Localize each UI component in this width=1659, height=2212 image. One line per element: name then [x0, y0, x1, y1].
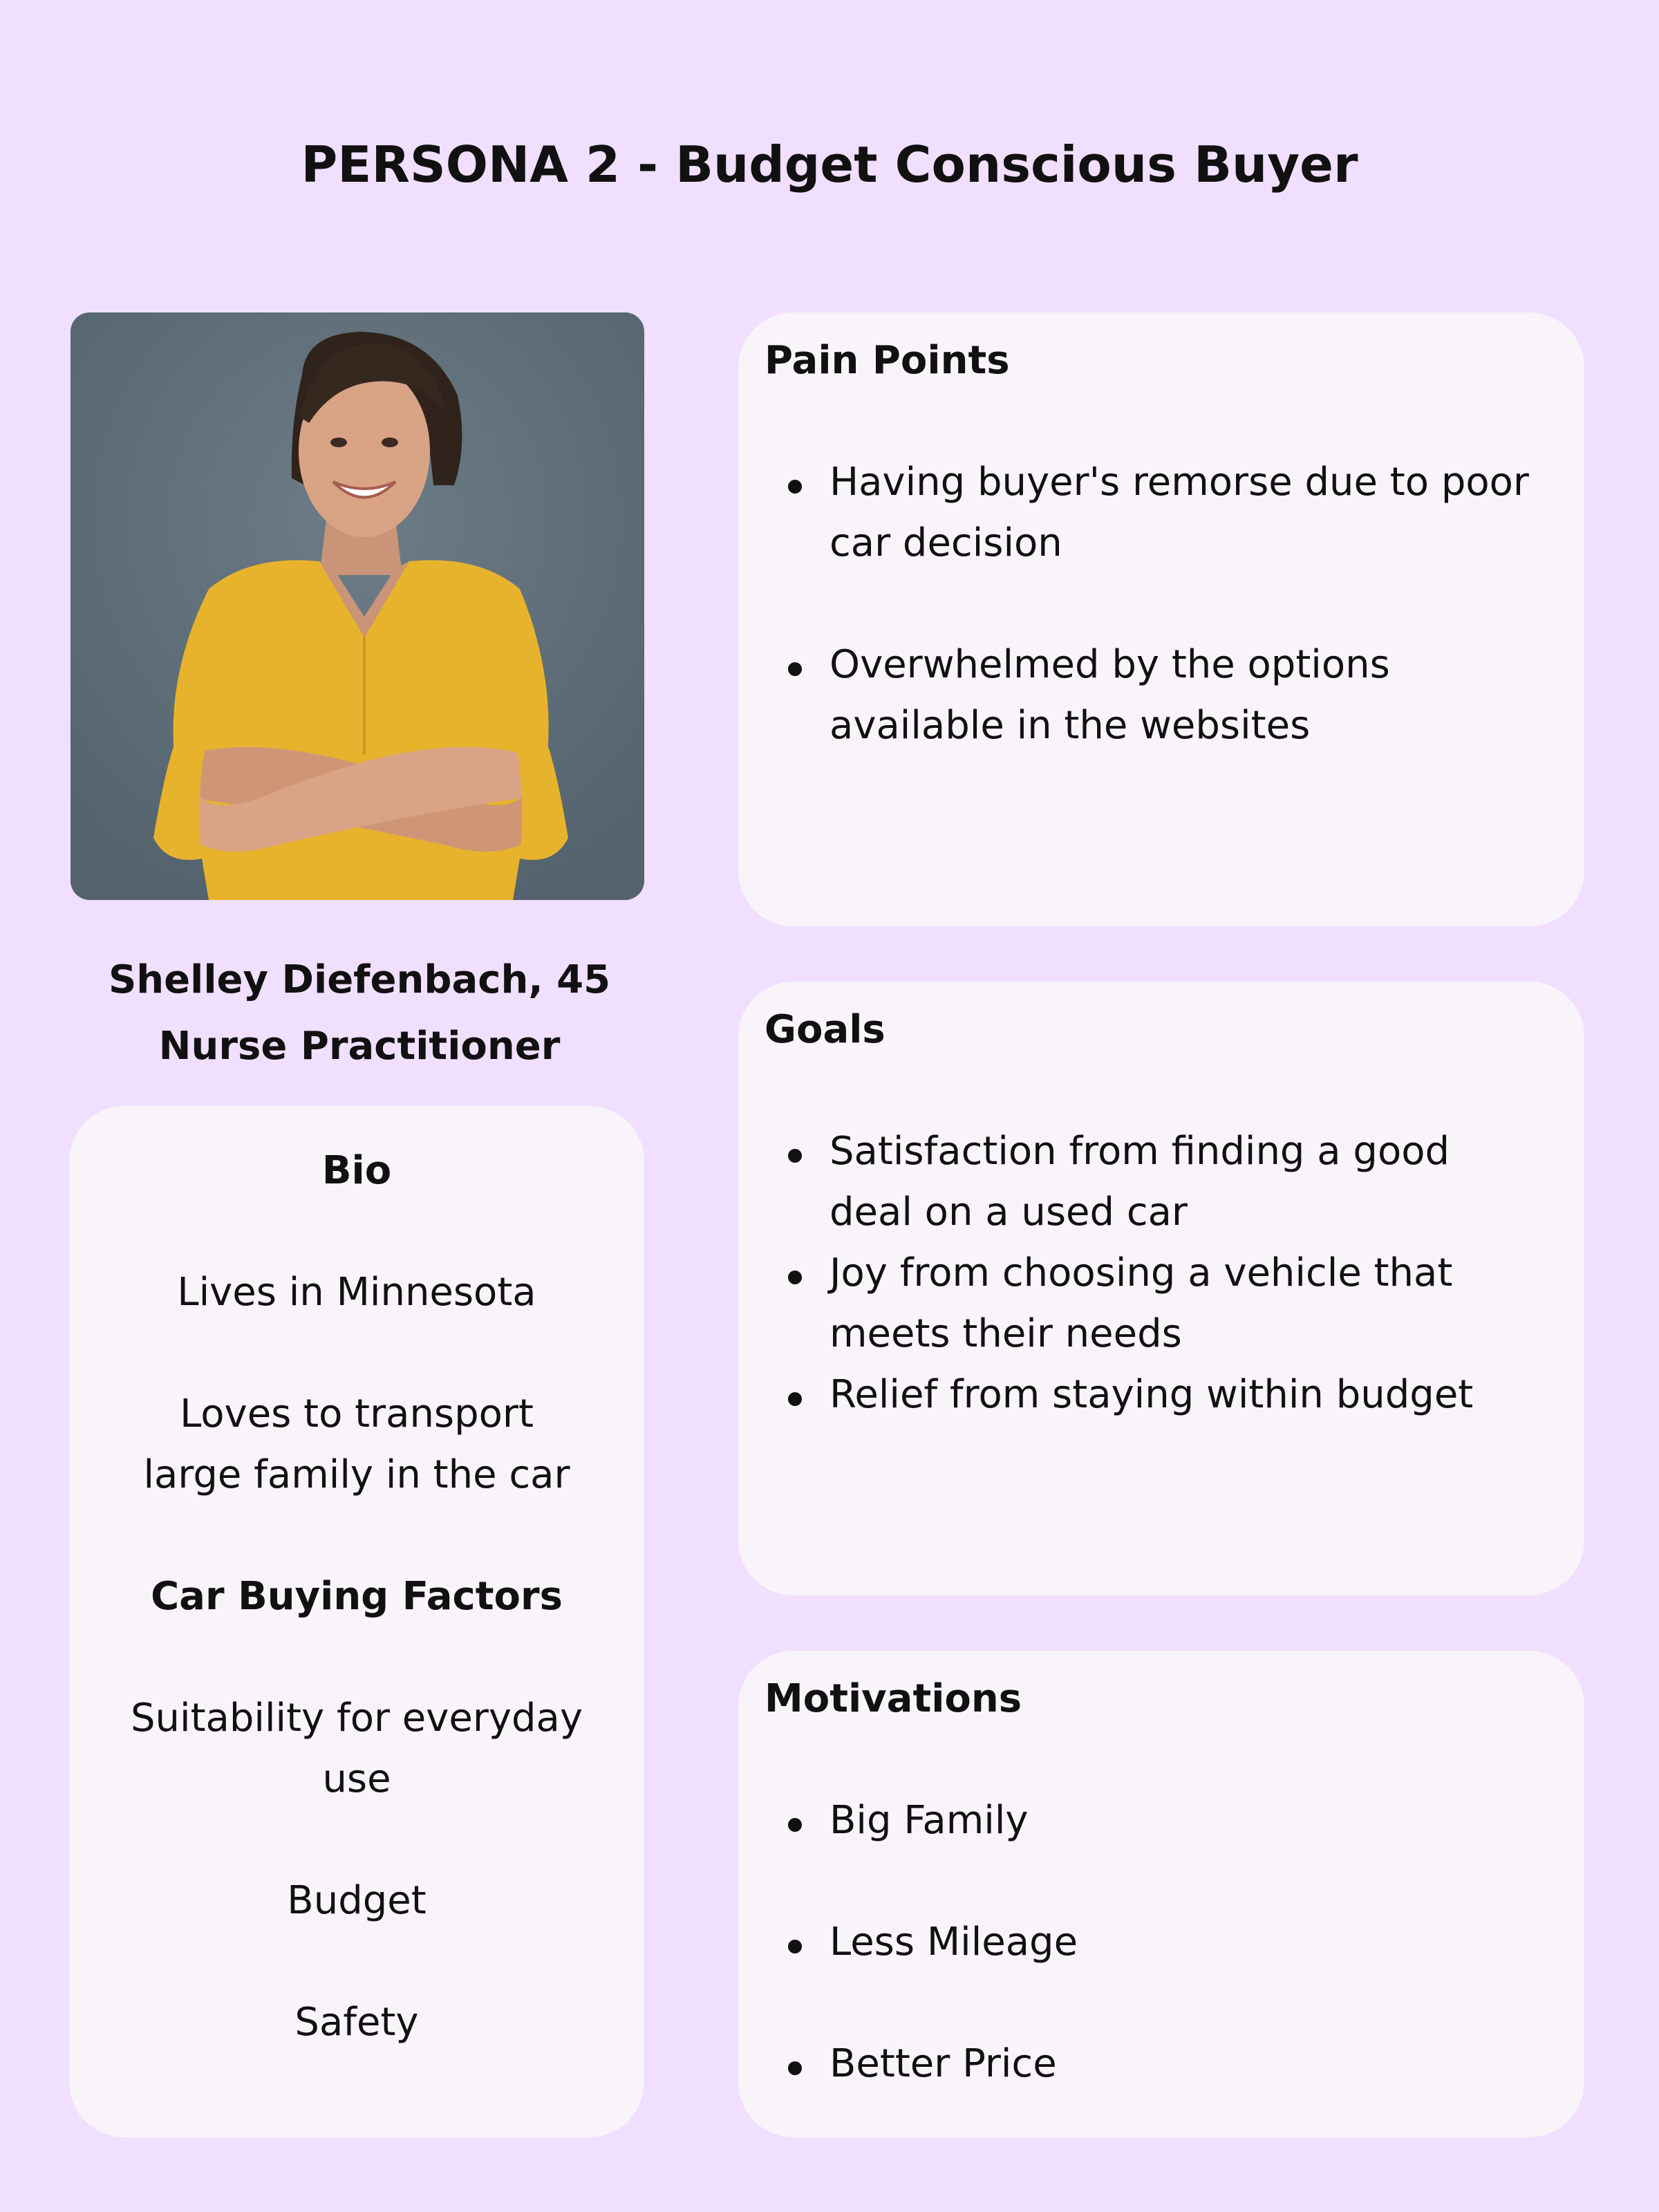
- factor-everyday-line2: use: [322, 1756, 391, 1801]
- goal-1-line2: deal on a used car: [830, 1190, 1188, 1235]
- goal-2-line1: Joy from choosing a vehicle that: [830, 1250, 1453, 1295]
- goals-list: [788, 1121, 1564, 1425]
- pain-point-1-line1: Having buyer's remorse due to poor: [830, 460, 1529, 505]
- persona-photo: [71, 312, 644, 900]
- pain-points-card: [738, 312, 1584, 926]
- pain-point-2-line2: available in the websites: [830, 703, 1311, 748]
- pain-point-1-line2: car decision: [830, 521, 1062, 565]
- list-item: Better Price: [788, 2034, 1564, 2094]
- motivations-card: [738, 1651, 1584, 2137]
- list-item: Less Mileage: [788, 1912, 1564, 1973]
- motivations-heading: Motivations: [765, 1676, 1022, 1721]
- bio-hobby-line1: Loves to transport: [180, 1391, 534, 1436]
- pain-points-list: [788, 452, 1564, 756]
- bio-card: [69, 1106, 644, 2137]
- pain-point-2-line1: Overwhelmed by the options: [830, 642, 1390, 687]
- list-item: [788, 635, 1564, 756]
- persona-occupation: Nurse Practitioner: [158, 1024, 561, 1069]
- goals-heading: Goals: [765, 1007, 885, 1052]
- persona-name-age: Shelley Diefenbach, 45: [108, 957, 611, 1002]
- goal-3-line1: Relief from staying within budget: [830, 1372, 1474, 1417]
- factor-everyday-line1: Suitability for everyday: [130, 1696, 583, 1741]
- factor-safety: Safety: [294, 2000, 419, 2045]
- list-item: [788, 1365, 1564, 1425]
- car-buying-factors-heading: Car Buying Factors: [151, 1574, 563, 1619]
- goal-1-line1: Satisfaction from finding a good: [830, 1129, 1450, 1174]
- goals-card: [738, 982, 1584, 1595]
- list-item: Big Family: [788, 1790, 1564, 1851]
- list-item: [788, 1243, 1564, 1365]
- bio-hobby-line2: large family in the car: [143, 1452, 570, 1497]
- list-item: [788, 1121, 1564, 1243]
- list-item: [788, 452, 1564, 574]
- motivations-list: [788, 1790, 1564, 2094]
- factor-budget: Budget: [287, 1878, 427, 1923]
- bio-location: Lives in Minnesota: [177, 1270, 536, 1315]
- pain-points-heading: Pain Points: [765, 338, 1010, 383]
- goal-2-line2: meets their needs: [830, 1311, 1182, 1356]
- page-title: PERSONA 2 - Budget Conscious Buyer: [301, 135, 1358, 194]
- bio-heading: Bio: [321, 1148, 392, 1193]
- woman-portrait-icon: [71, 312, 644, 900]
- persona-name-block: [69, 947, 650, 1080]
